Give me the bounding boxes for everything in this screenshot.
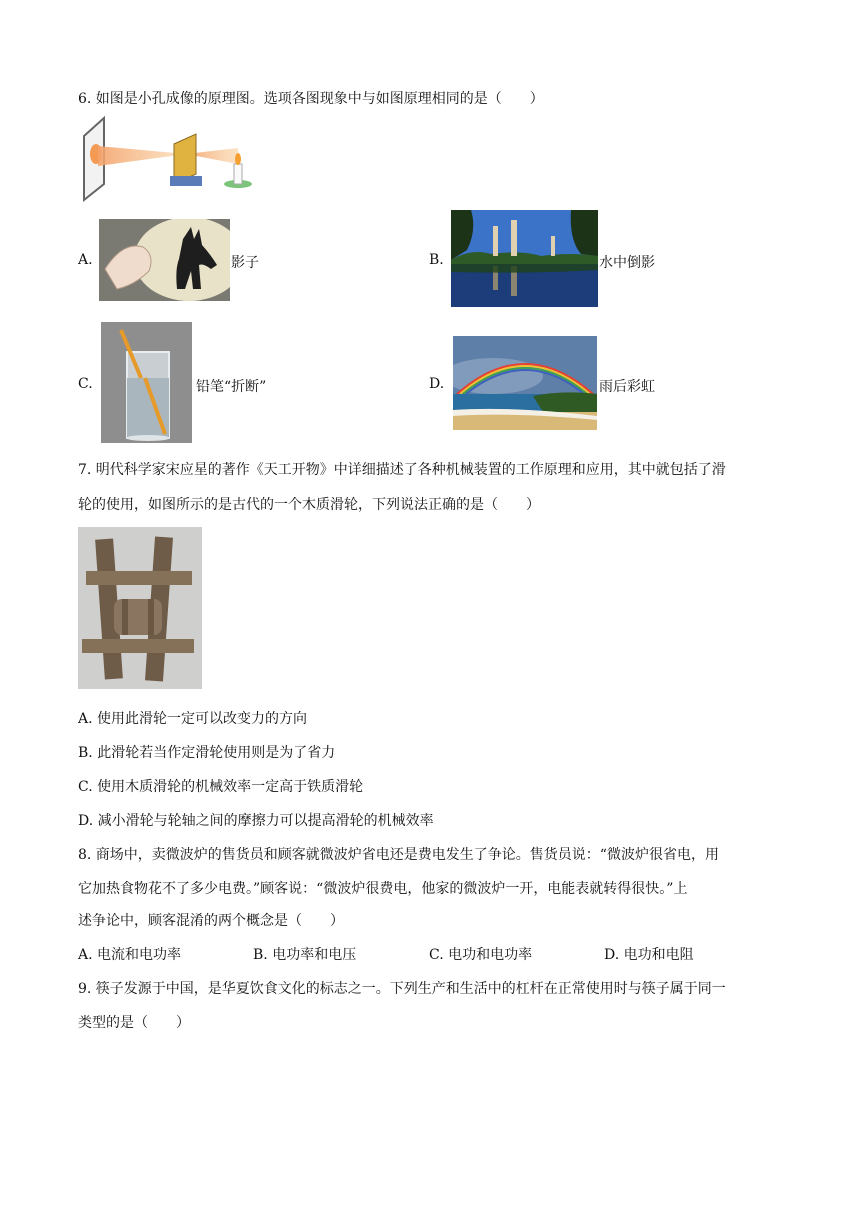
pencil-in-glass-image <box>101 322 192 443</box>
q6-option-c-caption: 铅笔“折断” <box>196 379 267 395</box>
q8-option-b: B. 电功率和电压 <box>253 947 357 963</box>
q8-stem-line-3: 述争论中，顾客混淆的两个概念是（ ） <box>78 913 344 929</box>
q7-option-b: B. 此滑轮若当作定滑轮使用则是为了省力 <box>78 745 336 761</box>
wooden-pulley-image <box>78 527 202 689</box>
q8-stem-line-2: 它加热食物花不了多少电费。”顾客说：“微波炉很费电，他家的微波炉一开，电能表就转得很快。”上 <box>78 881 688 897</box>
q6-option-a-letter: A. <box>78 252 93 268</box>
q6-option-d-letter: D. <box>429 376 445 392</box>
q7-option-d: D. 减小滑轮与轮轴之间的摩擦力可以提高滑轮的机械效率 <box>78 813 434 829</box>
rainbow-image <box>453 336 597 430</box>
pinhole-diagram <box>78 114 256 202</box>
q7-stem-line-1: 7. 明代科学家宋应星的著作《天工开物》中详细描述了各种机械装置的工作原理和应用，其中就包括了滑 <box>78 462 726 478</box>
q6-option-c-letter: C. <box>78 376 93 392</box>
reflection-image <box>451 210 598 307</box>
q8-option-d: D. 电功和电阻 <box>604 947 694 963</box>
q6-stem: 6. 如图是小孔成像的原理图。选项各图现象中与如图原理相同的是（ ） <box>78 91 544 107</box>
q9-stem-line-1: 9. 筷子发源于中国，是华夏饮食文化的标志之一。下列生产和生活中的杠杆在正常使用时与筷子属于同一 <box>78 981 726 997</box>
shadow-image <box>99 219 230 301</box>
q8-option-c: C. 电功和电功率 <box>429 947 533 963</box>
q6-option-b-caption: 水中倒影 <box>599 255 655 271</box>
q9-stem-line-2: 类型的是（ ） <box>78 1015 190 1031</box>
q8-option-a: A. 电流和电功率 <box>78 947 182 963</box>
q6-option-d-caption: 雨后彩虹 <box>599 379 655 395</box>
q8-stem-line-1: 8. 商场中，卖微波炉的售货员和顾客就微波炉省电还是费电发生了争论。售货员说：“微波炉很省电，用 <box>78 847 719 863</box>
q7-stem-line-2: 轮的使用，如图所示的是古代的一个木质滑轮，下列说法正确的是（ ） <box>78 497 540 513</box>
q7-option-a: A. 使用此滑轮一定可以改变力的方向 <box>78 711 308 727</box>
q6-option-a-caption: 影子 <box>231 255 259 271</box>
q7-option-c: C. 使用木质滑轮的机械效率一定高于铁质滑轮 <box>78 779 364 795</box>
q6-option-b-letter: B. <box>429 252 444 268</box>
